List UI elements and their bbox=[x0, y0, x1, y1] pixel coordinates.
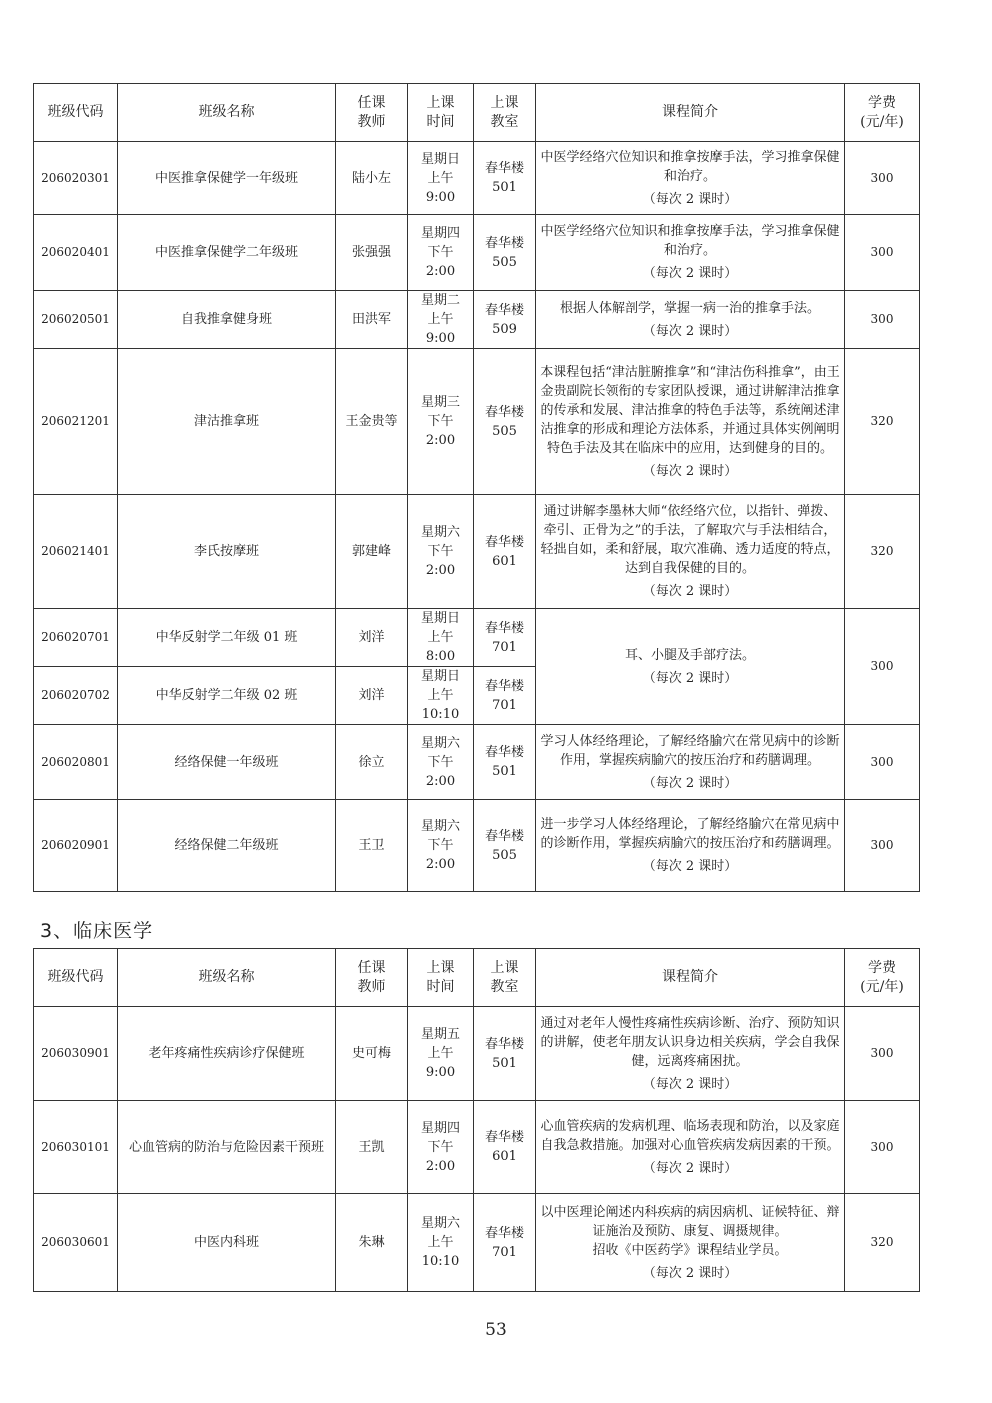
course-description bbox=[536, 495, 845, 609]
table-row bbox=[34, 800, 920, 892]
class-name: 津沽推拿班 bbox=[118, 349, 336, 495]
description-text: 根据人体解剖学，掌握一病一治的推拿手法。 bbox=[559, 300, 820, 316]
table-row bbox=[34, 142, 920, 215]
description-text: 通过对老年人慢性疼痛性疾病诊断、治疗、预防知识的讲解，使老年朋友认识身边相关疾病，学会自我保健，远离疼痛困扰。 bbox=[540, 1015, 840, 1069]
teacher: 王凯 bbox=[336, 1101, 408, 1194]
teacher: 史可梅 bbox=[336, 1007, 408, 1101]
course-description bbox=[536, 215, 845, 291]
course-description bbox=[536, 725, 845, 800]
table-row bbox=[34, 495, 920, 609]
tuition-fee: 300 bbox=[845, 800, 920, 892]
teacher: 陆小左 bbox=[336, 142, 408, 215]
description-text: 以中医理论阐述内科疾病的病因病机、证候特征、辩证施治及预防、康复、调摄规律。 bbox=[540, 1204, 840, 1239]
class-code: 206030901 bbox=[34, 1007, 118, 1101]
class-time: 星期日 上午 9:00 bbox=[408, 142, 474, 215]
class-name: 李氏按摩班 bbox=[118, 495, 336, 609]
class-time: 星期二 上午 9:00 bbox=[408, 291, 474, 349]
class-name: 中医内科班 bbox=[118, 1194, 336, 1292]
class-code: 206020401 bbox=[34, 215, 118, 291]
class-time: 星期四 下午 2:00 bbox=[408, 215, 474, 291]
column-header: 任课 教师 bbox=[336, 84, 408, 142]
description-text: 耳、小腿及手部疗法。 bbox=[624, 647, 755, 663]
classroom: 春华楼 701 bbox=[474, 667, 536, 725]
class-code: 206020701 bbox=[34, 609, 118, 667]
class-name: 中医推拿保健学二年级班 bbox=[118, 215, 336, 291]
section-title: 3、临床医学 bbox=[40, 920, 154, 942]
classroom: 春华楼 601 bbox=[474, 495, 536, 609]
teacher: 张强强 bbox=[336, 215, 408, 291]
course-description bbox=[536, 142, 845, 215]
table-row bbox=[34, 725, 920, 800]
header-row bbox=[34, 84, 920, 142]
classroom: 春华楼 509 bbox=[474, 291, 536, 349]
class-name: 经络保健一年级班 bbox=[118, 725, 336, 800]
class-code: 206021401 bbox=[34, 495, 118, 609]
class-name: 中华反射学二年级 02 班 bbox=[118, 667, 336, 725]
column-header: 学费 (元/年) bbox=[845, 84, 920, 142]
table-row bbox=[34, 609, 920, 667]
course-description bbox=[536, 349, 845, 495]
column-header: 上课 教室 bbox=[474, 949, 536, 1007]
tuition-fee: 300 bbox=[845, 1007, 920, 1101]
classroom: 春华楼 505 bbox=[474, 349, 536, 495]
table-row bbox=[34, 1101, 920, 1194]
classroom: 春华楼 501 bbox=[474, 142, 536, 215]
class-code: 206020901 bbox=[34, 800, 118, 892]
table-row bbox=[34, 1194, 920, 1292]
session-note: （每次 2 课时） bbox=[642, 266, 738, 281]
session-note: （每次 2 课时） bbox=[642, 775, 738, 791]
classroom: 春华楼 505 bbox=[474, 800, 536, 892]
column-header: 班级代码 bbox=[34, 949, 118, 1007]
tuition-fee: 320 bbox=[845, 495, 920, 609]
tuition-fee: 320 bbox=[845, 1194, 920, 1292]
teacher: 田洪军 bbox=[336, 291, 408, 349]
schedule-table-2 bbox=[33, 948, 920, 1292]
schedule-table-1 bbox=[33, 83, 920, 892]
course-description bbox=[536, 800, 845, 892]
tuition-fee: 300 bbox=[845, 609, 920, 725]
course-description bbox=[536, 609, 845, 725]
tuition-fee: 300 bbox=[845, 1101, 920, 1194]
column-header: 班级名称 bbox=[118, 949, 336, 1007]
session-note: （每次 2 课时） bbox=[642, 1265, 738, 1281]
column-header: 上课 时间 bbox=[408, 84, 474, 142]
description-text: 学习人体经络理论，了解经络腧穴在常见病中的诊断作用，掌握疾病腧穴的按压治疗和药膳调理。 bbox=[540, 733, 840, 768]
header-row bbox=[34, 949, 920, 1007]
teacher: 徐立 bbox=[336, 725, 408, 800]
class-name: 中华反射学二年级 01 班 bbox=[118, 609, 336, 667]
column-header: 课程简介 bbox=[536, 949, 845, 1007]
class-code: 206020501 bbox=[34, 291, 118, 349]
class-code: 206021201 bbox=[34, 349, 118, 495]
classroom: 春华楼 501 bbox=[474, 725, 536, 800]
column-header: 课程简介 bbox=[536, 84, 845, 142]
class-name: 自我推拿健身班 bbox=[118, 291, 336, 349]
class-time: 星期五 上午 9:00 bbox=[408, 1007, 474, 1101]
teacher: 王卫 bbox=[336, 800, 408, 892]
class-code: 206030101 bbox=[34, 1101, 118, 1194]
session-note: （每次 2 课时） bbox=[642, 670, 738, 686]
session-note: （每次 2 课时） bbox=[642, 463, 738, 479]
classroom: 春华楼 501 bbox=[474, 1007, 536, 1101]
teacher: 郭建峰 bbox=[336, 495, 408, 609]
teacher: 刘洋 bbox=[336, 667, 408, 725]
course-description bbox=[536, 1194, 845, 1292]
classroom: 春华楼 601 bbox=[474, 1101, 536, 1194]
description-text: 中医学经络穴位知识和推拿按摩手法，学习推拿保健和治疗。 bbox=[540, 224, 840, 258]
class-name: 老年疼痛性疾病诊疗保健班 bbox=[118, 1007, 336, 1101]
class-code: 206020301 bbox=[34, 142, 118, 215]
teacher: 刘洋 bbox=[336, 609, 408, 667]
description-text: 本课程包括“津沽脏腑推拿”和“津沽伤科推拿”，由王金贵副院长领衔的专家团队授课，通过讲解津沽推拿的传承和发展、津沽推拿的特色手法等，系统阐述津沽推拿的形成和理论方法体系，并通过具体实例阐明特色手法及其在临床中的应用，达到健身的目的。 bbox=[540, 364, 840, 456]
tuition-fee: 300 bbox=[845, 215, 920, 291]
class-code: 206020702 bbox=[34, 667, 118, 725]
class-time: 星期四 下午 2:00 bbox=[408, 1101, 474, 1194]
table-row bbox=[34, 349, 920, 495]
classroom: 春华楼 505 bbox=[474, 215, 536, 291]
class-time: 星期六 下午 2:00 bbox=[408, 725, 474, 800]
course-description bbox=[536, 1101, 845, 1194]
column-header: 班级代码 bbox=[34, 84, 118, 142]
column-header: 上课 时间 bbox=[408, 949, 474, 1007]
class-time: 星期六 上午 10:10 bbox=[408, 1194, 474, 1292]
session-note: （每次 2 课时） bbox=[642, 191, 738, 207]
class-name: 中医推拿保健学一年级班 bbox=[118, 142, 336, 215]
class-code: 206030601 bbox=[34, 1194, 118, 1292]
tuition-fee: 300 bbox=[845, 142, 920, 215]
teacher: 朱琳 bbox=[336, 1194, 408, 1292]
table-row bbox=[34, 215, 920, 291]
description-text: 中医学经络穴位知识和推拿按摩手法，学习推拿保健和治疗。 bbox=[540, 149, 840, 184]
class-name: 心血管病的防治与危险因素干预班 bbox=[118, 1101, 336, 1194]
session-note: （每次 2 课时） bbox=[642, 584, 738, 599]
description-text: 招收《中医药学》课程结业学员。 bbox=[592, 1242, 788, 1258]
description-text: 通过讲解李墨林大师“依经络穴位，以指针、弹拨、牵引、正骨为之”的手法，了解取穴与手法相结合，轻拙自如，柔和舒展，取穴准确、透力适度的特点，达到自我保健的目的。 bbox=[540, 504, 840, 576]
tuition-fee: 300 bbox=[845, 291, 920, 349]
class-time: 星期日 上午 10:10 bbox=[408, 667, 474, 725]
session-note: （每次 2 课时） bbox=[642, 859, 738, 874]
column-header: 学费 (元/年) bbox=[845, 949, 920, 1007]
table-row bbox=[34, 291, 920, 349]
description-text: 进一步学习人体经络理论，了解经络腧穴在常见病中的诊断作用，掌握疾病腧穴的按压治疗和药膳调理。 bbox=[540, 817, 840, 851]
class-time: 星期三 下午 2:00 bbox=[408, 349, 474, 495]
teacher: 王金贵等 bbox=[336, 349, 408, 495]
tuition-fee: 320 bbox=[845, 349, 920, 495]
classroom: 春华楼 701 bbox=[474, 1194, 536, 1292]
class-time: 星期日 上午 8:00 bbox=[408, 609, 474, 667]
column-header: 任课 教师 bbox=[336, 949, 408, 1007]
session-note: （每次 2 课时） bbox=[642, 323, 738, 339]
tuition-fee: 300 bbox=[845, 725, 920, 800]
course-description bbox=[536, 291, 845, 349]
class-name: 经络保健二年级班 bbox=[118, 800, 336, 892]
session-note: （每次 2 课时） bbox=[642, 1160, 738, 1176]
column-header: 上课 教室 bbox=[474, 84, 536, 142]
course-description bbox=[536, 1007, 845, 1101]
column-header: 班级名称 bbox=[118, 84, 336, 142]
table-row bbox=[34, 1007, 920, 1101]
session-note: （每次 2 课时） bbox=[642, 1076, 738, 1092]
class-time: 星期六 下午 2:00 bbox=[408, 495, 474, 609]
description-text: 心血管疾病的发病机理、临场表现和防治，以及家庭自我急救措施。加强对心血管疾病发病因素的干预。 bbox=[540, 1118, 840, 1153]
classroom: 春华楼 701 bbox=[474, 609, 536, 667]
class-code: 206020801 bbox=[34, 725, 118, 800]
page-number: 53 bbox=[485, 1320, 507, 1340]
class-time: 星期六 下午 2:00 bbox=[408, 800, 474, 892]
